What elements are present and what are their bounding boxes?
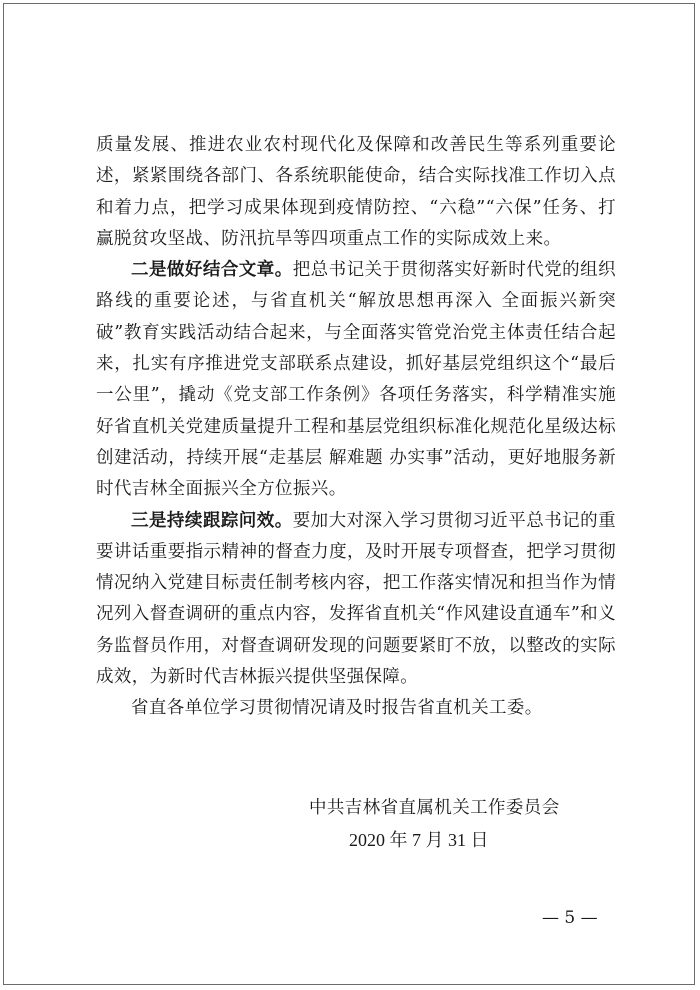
document-body bbox=[96, 130, 616, 725]
page-number: — 5 — bbox=[542, 908, 598, 928]
signature-date: 2020 年 7 月 31 日 bbox=[349, 830, 489, 850]
paragraph-section-two bbox=[96, 255, 616, 505]
section-three-lead: 三是持续跟踪问效。 bbox=[131, 510, 293, 531]
document-page bbox=[3, 3, 695, 985]
paragraph-section-three bbox=[96, 506, 616, 694]
section-two-body: 把总书记关于贯彻落实好新时代党的组织路线的重要论述，与省直机关“解放思想再深入 全面振兴新突破”教育实践活动结合起来，与全面落实管党治党主体责任结合起来，扎实有序推进党支部联系点建设，抓好基层党组织这个“最后一公里”，撬动《党支部工作条例》各项任务落实，科学精准实施好省直机关党建质量提升工程和基层党组织标准化规范化星级达标创建活动，持续开展“走基层 解难题 办实事”活动，更好地服务新时代吉林全面振兴全方位振兴。 bbox=[96, 260, 616, 500]
section-two-lead: 二是做好结合文章。 bbox=[131, 260, 293, 281]
paragraph-continuation: 质量发展、推进农业农村现代化及保障和改善民生等系列重要论述，紧紧围绕各部门、各系统职能使命，结合实际找准工作切入点和着力点，把学习成果体现到疫情防控、“六稳”“六保”任务、打赢脱贫攻坚战、防汛抗旱等四项重点工作的实际成效上来。 bbox=[96, 135, 616, 249]
signature-organization: 中共吉林省直属机关工作委员会 bbox=[309, 798, 560, 818]
section-three-body: 要加大对深入学习贯彻习近平总书记的重要讲话重要指示精神的督查力度，及时开展专项督查，把学习贯彻情况纳入党建目标责任制考核内容，把工作落实情况和担当作为情况列入督查调研的重点内容，发挥省直机关“作风建设直通车”和义务监督员作用，对督查调研发现的问题要紧盯不放，以整改的实际成效，为新时代吉林振兴提供坚强保障。 bbox=[96, 510, 616, 688]
paragraph-closing: 省直各单位学习贯彻情况请及时报告省直机关工委。 bbox=[131, 698, 543, 719]
